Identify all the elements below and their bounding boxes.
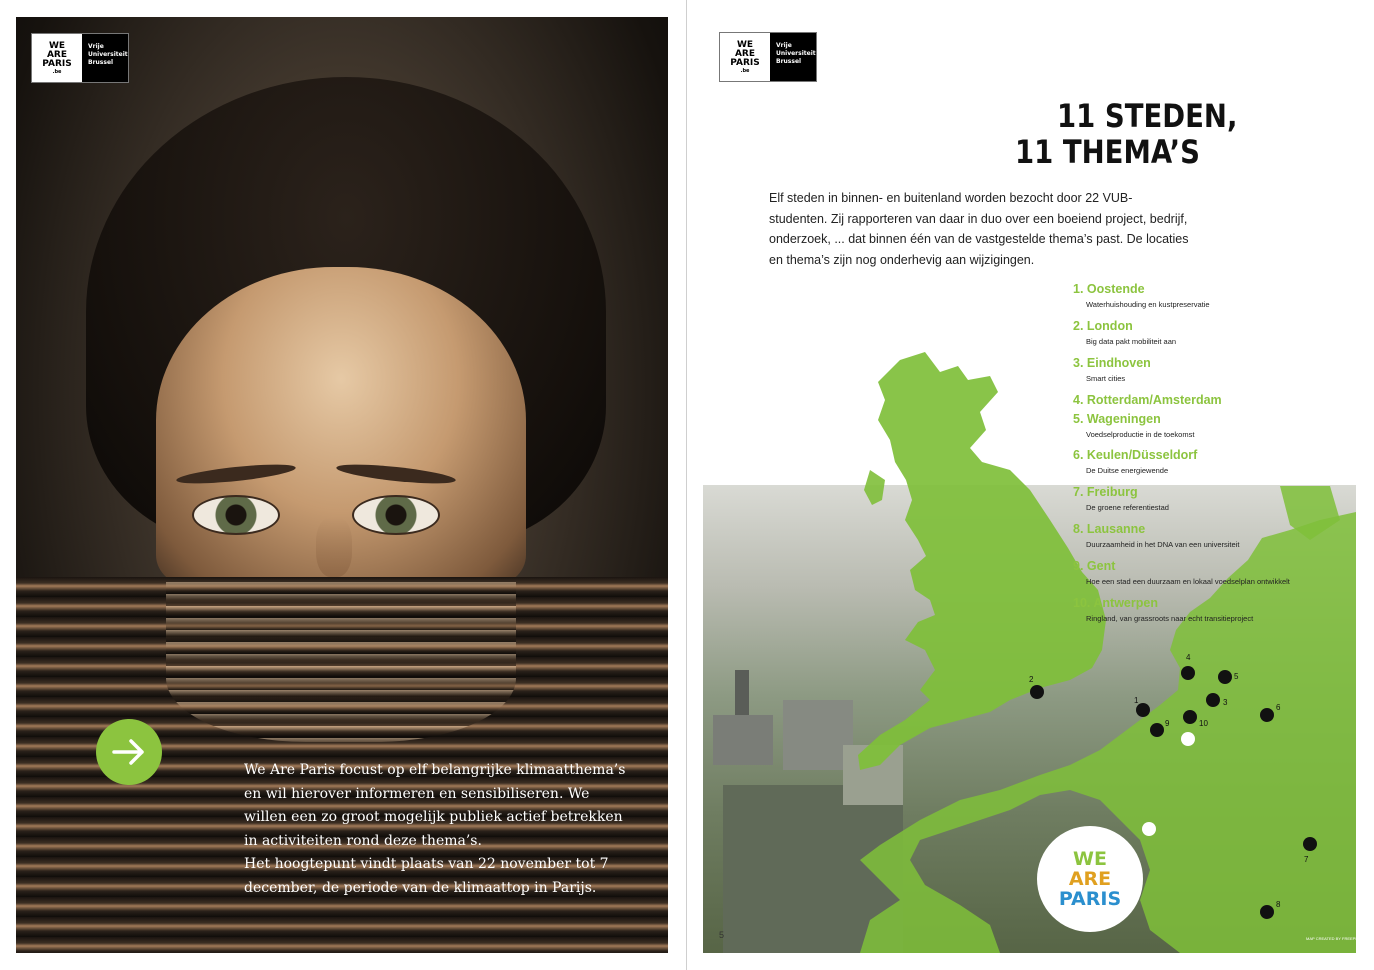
map-credit: MAP CREATED BY FREEPIK <box>1306 936 1360 941</box>
city-name: 5. Wageningen <box>1073 412 1161 426</box>
badge-paris: PARIS <box>1058 888 1122 910</box>
marker-dot <box>1218 670 1232 684</box>
ireland-shape <box>864 470 885 505</box>
intro-paragraph: We Are Paris focust op elf belangrijke klimaatthema’s en wil hierover informeren en sensibiliseren. We willen een zo groot mogelijk publiek actief betrekken in activiteiten rond deze thema’s. <box>244 762 626 849</box>
logo-paris: PARIS <box>730 57 760 68</box>
city-theme: De Duitse energiewende <box>1086 466 1169 475</box>
marker-label: 5 <box>1234 672 1239 681</box>
marker-label: 6 <box>1276 703 1281 712</box>
intro-paragraph: Elf steden in binnen- en buitenland worden bezocht door 22 VUB-studenten. Zij rapporteren van daar in duo over een boeiend project, bedrijf, onderzoek, ... dat binnen één van de vastgestelde thema’s past. De locaties en thema’s zijn nog onderhevig aan wijzigingen. <box>769 191 1189 267</box>
marker-dot <box>1260 905 1274 919</box>
logo-paris: PARIS <box>42 58 72 69</box>
marker-dot <box>1183 710 1197 724</box>
marker-dot <box>1181 666 1195 680</box>
marker-label: 1 <box>1134 696 1139 705</box>
city-theme: Ringland, van grassroots naar echt transitieproject <box>1086 614 1254 623</box>
page-title-line-2: 11 THEMA’S <box>1015 133 1200 171</box>
city-name: 6. Keulen/Düsseldorf <box>1073 448 1198 462</box>
marker-label: 8 <box>1276 900 1281 909</box>
logo-be: .be <box>52 68 62 75</box>
marker-dot-white <box>1181 732 1195 746</box>
great-britain-shape <box>858 352 1106 770</box>
logo-are: ARE <box>734 48 756 59</box>
list-item <box>1073 596 1253 623</box>
city-name: 8. Lausanne <box>1073 522 1146 536</box>
vub-line: Brussel <box>776 58 802 65</box>
marker-dot <box>1136 703 1150 717</box>
list-item <box>1073 559 1290 586</box>
list-item <box>1073 412 1194 439</box>
city-theme: Waterhuishouding en kustpreservatie <box>1086 300 1210 309</box>
marker-label: 7 <box>1304 855 1309 864</box>
marker-dot <box>1303 837 1317 851</box>
badge-are: ARE <box>1068 868 1112 890</box>
intro-paragraph: Het hoogtepunt vindt plaats van 22 november tot 7 december, de periode van de klimaattop in Parijs. <box>244 856 609 896</box>
city-theme: De groene referentiestad <box>1086 503 1169 512</box>
badge-we: WE <box>1073 848 1107 870</box>
marker-dot-white <box>1142 822 1156 836</box>
logo-are: ARE <box>46 49 68 60</box>
list-item <box>1073 485 1169 512</box>
list-item <box>1073 282 1210 309</box>
vub-line: Brussel <box>88 59 114 66</box>
list-item <box>1073 356 1151 383</box>
city-theme: Duurzaamheid in het DNA van een universiteit <box>1086 540 1240 549</box>
city-theme: Big data pakt mobiliteit aan <box>1086 337 1177 346</box>
marker-label: 2 <box>1029 675 1034 684</box>
list-item <box>1073 448 1197 475</box>
city-theme: Hoe een stad een duurzaam en lokaal voedselplan ontwikkelt <box>1086 577 1290 586</box>
city-name: 3. Eindhoven <box>1073 356 1151 370</box>
marker-label: 4 <box>1186 653 1191 662</box>
list-item <box>1073 393 1222 407</box>
city-name: 9. Gent <box>1073 559 1116 573</box>
we-are-paris-badge <box>1037 826 1143 932</box>
marker-label: 3 <box>1223 698 1228 707</box>
marker-dot <box>1030 685 1044 699</box>
city-name: 4. Rotterdam/Amsterdam <box>1073 393 1222 407</box>
marker-dot <box>1150 723 1164 737</box>
vub-line: Universiteit <box>88 51 128 58</box>
page-title-line-1: 11 STEDEN, <box>1057 97 1238 135</box>
marker-dot <box>1206 693 1220 707</box>
logo-we: WE <box>48 40 66 51</box>
list-item <box>1073 319 1176 346</box>
vub-line: Universiteit <box>776 50 816 57</box>
list-item <box>1073 522 1239 549</box>
city-name: 7. Freiburg <box>1073 485 1138 499</box>
city-theme: Voedselproductie in de toekomst <box>1086 430 1195 439</box>
page-number: 5 <box>719 930 725 940</box>
vub-line: Vrije <box>88 43 104 50</box>
vub-line: Vrije <box>776 42 792 49</box>
logo-we: WE <box>736 39 754 50</box>
logo-be: .be <box>740 67 750 74</box>
marker-dot <box>1260 708 1274 722</box>
marker-label: 10 <box>1199 719 1208 728</box>
city-theme: Smart cities <box>1086 374 1126 383</box>
city-name: 2. London <box>1073 319 1133 333</box>
marker-label: 9 <box>1165 719 1170 728</box>
city-name: 10. Antwerpen <box>1073 596 1158 610</box>
city-name: 1. Oostende <box>1073 282 1145 296</box>
